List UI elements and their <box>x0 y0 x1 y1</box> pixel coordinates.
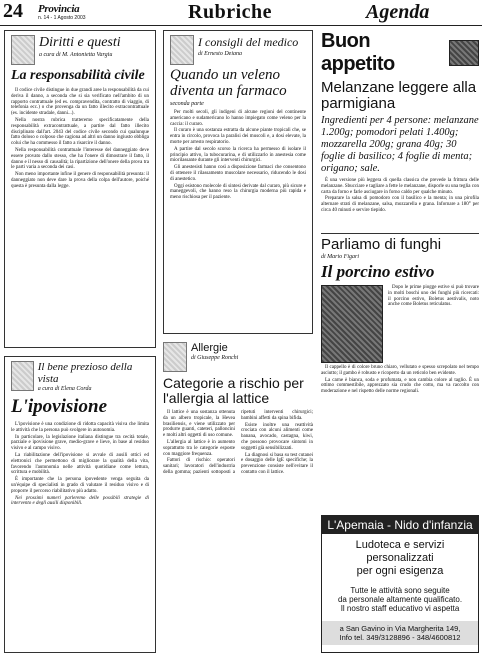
issue-line: n. 14 - 1 Agosto 2003 <box>38 15 86 21</box>
eyesight-box <box>4 356 156 653</box>
column-middle <box>163 30 313 652</box>
ad-note-2: da personale altamente qualificato. <box>337 595 463 604</box>
article-subtitle: seconda parte <box>170 101 204 107</box>
article-body <box>163 410 313 476</box>
column-byline: di Giuseppe Ronchi <box>191 355 239 361</box>
section-title: Buon appetito <box>321 30 395 75</box>
column-title: Allergie <box>191 342 228 354</box>
ad-note-1: Tutte le attività sono seguite <box>350 586 450 595</box>
article-headline: Quando un veleno diventa un farmaco <box>170 67 287 99</box>
ad-contact <box>322 621 478 645</box>
paragraph: È importante che la persona ipovedente venga seguita da un'équipe di specialisti in grado di valutare il residuo visivo e di proporre il percorso riabilitativo più adatto. <box>11 477 149 494</box>
column-title: I consigli del medico <box>198 35 299 49</box>
column-byline: di Ernesto Deiana <box>198 51 242 57</box>
page-header <box>0 0 482 26</box>
author-photo <box>11 35 35 65</box>
article-body-cont <box>321 365 479 395</box>
column-byline: a cura di Elena Corda <box>37 386 92 392</box>
ad-title: L'Apemaia - Nido d'infanzia <box>322 516 478 534</box>
paragraph: Gli anestesisti hanno così a disposizione farmaci che consentono di ottenere il rilassamento muscolare necessario, riducendo le dosi di anestetico. <box>170 165 306 182</box>
paragraph: Il codice civile distingue in due grandi aree la responsabilità da cui deriva il danno, a seconda che si sia verificato nell'ambito di un rapporto contrattuale (ed es. compravendita, contratto di viaggio, di telefonia ecc.) o che provenga da un fatto illecito extracontrattuale (es. incidente stradale, danni...). <box>11 88 149 117</box>
paragraph: Dopo le prime piogge estive si può trovare in molti boschi uno dei funghi più ricercati: il porcino estivo, Boletus aestivalis, noto anche come Boletus reticulatus. <box>388 285 479 308</box>
page-number: 24 <box>3 0 23 22</box>
ingredients-list: Ingredienti per 4 persone: melanzane 1.200g; pomodori pelati 1.400g; mozzarella 200g; grana 40g; 30 foglie di basilico; 4 foglie di menta; origano; sale. <box>321 115 479 174</box>
paragraph: La carne è bianca, soda e profumata, e non cambia colore al taglio. È un ottimo commestibile, apprezzato sia crudo che cotto, ma va raccolto con moderazione e nel rispetto delle norme regionali. <box>321 377 479 395</box>
article-headline: L'ipovisione <box>11 396 108 417</box>
article-headline: La responsabilità civile <box>11 68 145 83</box>
paragraph: Nella nostra rubrica tratteremo specificatamente della responsabilità extracontrattuale, a partire dal fatto illecito disciplinato dall'art. 2043 del codice civile secondo cui qualunque fatto doloso o colposo che cagiona ad altri un danno ingiusto obbliga colui che ha commesso il fatto a risarcire il danno. <box>11 117 149 147</box>
column-right <box>321 30 479 653</box>
recipe-section <box>321 30 479 230</box>
column-byline: a cura di M. Antonietta Vargiu <box>39 52 113 58</box>
advertisement <box>321 515 479 653</box>
column-byline: di Mario Figari <box>321 254 360 260</box>
paragraph: L'ipovisione è una condizione di ridotta capacità visiva che limita le attività che la persona può svolgere in autonomia. <box>11 422 149 433</box>
recipe-title: Melanzane leggere alla parmigiana <box>321 79 477 112</box>
section-title-left: Rubriche <box>188 1 272 23</box>
paragraph: Il cappello è di colore bruno chiaro, vellutato e spesso screpolato nel tempo asciutto; il gambo è robusto e ricoperto da un reticolo ben evidente. <box>321 365 479 376</box>
article-body <box>170 110 306 201</box>
paragraph: L'allergia al lattice è in aumento soprattutto tra le categorie esposte con maggiore frequenza. <box>163 439 235 457</box>
civil-rights-box <box>4 30 156 348</box>
paragraph: Esiste inoltre una reattività crociata con alcuni alimenti come banana, avocado, castagna, kiwi, che possono provocare sintomi in soggetti già sensibilizzati. <box>241 422 313 451</box>
paragraph: Nella responsabilità contrattuale l'interesse del danneggiato deve essere provato dallo stesso, che ha l'onere di dimostrare il fatto, il danno e il nesso di causalità; la ripartizione dell'onere della prova tra le parti varia a seconda dei casi. <box>11 147 149 171</box>
ad-line-1: Ludoteca e servizi personalizzati <box>355 539 445 564</box>
paragraph: Nei prossimi numeri parleremo delle possibili strategie di intervento e degli ausili disponibili. <box>11 495 149 507</box>
article-headline: Categorie a rischio per l'allergia al lattice <box>163 375 304 406</box>
porcino-photo <box>321 285 383 363</box>
section-divider <box>321 233 479 234</box>
column-title: Diritti e questi <box>39 35 121 50</box>
ad-phone: Info tel. 349/3128896 - 348/4600812 <box>339 633 461 642</box>
ad-line-2: per ogni esigenza <box>356 565 444 577</box>
mushroom-section <box>321 237 479 507</box>
newspaper-logo: Provincia <box>38 3 80 15</box>
paragraph: Fattori di rischio: operatori sanitari; lavoratori dell'industria della gomma; pazienti sottoposti a ripetuti interventi chirurgici; bambini affetti da spina bifida. <box>163 410 313 475</box>
section-title-right: Agenda <box>366 1 430 23</box>
dish-photo <box>449 40 480 66</box>
paragraph: Il curaro è una sostanza estratta da alcune piante tropicali che, se entra in circolo, provoca la paralisi dei muscoli e, a dosi elevate, la morte per arresto respiratorio. <box>170 128 306 145</box>
column-title: Parliamo di funghi <box>321 237 442 253</box>
paragraph: A partire dal secolo scorso la ricerca ha permesso di isolare il principio attivo, la tubocurarina, e di utilizzarlo in anestesia come miorilassante durante gli interventi chirurgici. <box>170 146 306 164</box>
paragraph: La riabilitazione dell'ipovisione si avvale di ausili ottici ed elettronici che permettono di migliorare la qualità della vita, favorendo l'autonomia nelle attività quotidiane come lettura, scrittura e mobilità. <box>11 452 149 476</box>
ad-address: a San Gavino in Via Margherita 149, <box>339 624 461 633</box>
article-body <box>388 285 479 363</box>
paragraph: Il lattice è una sostanza ottenuta da un albero tropicale, la Hevea brasiliensis, e viene utilizzato per produrre guanti, cateteri, palloncini e molti altri oggetti di uso comune. <box>163 410 235 439</box>
article-headline: Il porcino estivo <box>321 262 435 281</box>
paragraph: Non meno importante infine il genere di responsabilità presunta: il danneggiato non deve dare la prova della colpa dell'autore, poiché questa è presunta dalla legge. <box>11 172 149 189</box>
paragraph: Per molti secoli, gli indigeni di alcune regioni del continente americano e sudamericano lo hanno impiegato come veleno per la caccia: il curaro. <box>170 110 306 127</box>
paragraph: Preparare la salsa di pomodoro con il basilico e la menta; in una pirofila alternare strati di melanzane, salsa, mozzarella e grana. Infornare a 180° per circa 40 minuti e servire tiepido. <box>321 196 479 213</box>
recipe-body <box>321 178 479 214</box>
paragraph: In particolare, la legislazione italiana distingue tra cecità totale, parziale e ipovisione grave, medio-grave e lieve, in base al residuo visivo e al campo visivo. <box>11 434 149 452</box>
article-body <box>11 422 149 507</box>
author-photo <box>11 361 34 391</box>
paragraph: La diagnosi si basa su test cutanei e dosaggio delle IgE specifiche; la prevenzione consiste nell'evitare il contatto con il lattice. <box>241 452 313 475</box>
doctor-box <box>163 30 313 334</box>
article-body <box>11 88 149 190</box>
allergy-section <box>163 342 313 652</box>
author-photo <box>163 342 187 372</box>
paragraph: Oggi esistono molecole di sintesi derivate dal curaro, più sicure e maneggevoli, che hanno reso la chirurgia moderna più rapida e meno rischiosa per il paziente. <box>170 183 306 201</box>
author-photo <box>170 35 194 65</box>
ad-note-3: Il nostro staff educativo vi aspetta <box>340 604 460 613</box>
column-title: Il bene prezioso della vista <box>37 361 133 385</box>
paragraph: È una versione più leggera di quella classica che prevede la frittura delle melanzane. Sbucciare e tagliare a fette le melanzane, disporle su una teglia con carta da forno e farle asciugare in forno caldo per qualche minuto. <box>321 178 479 195</box>
column-left <box>4 30 156 653</box>
